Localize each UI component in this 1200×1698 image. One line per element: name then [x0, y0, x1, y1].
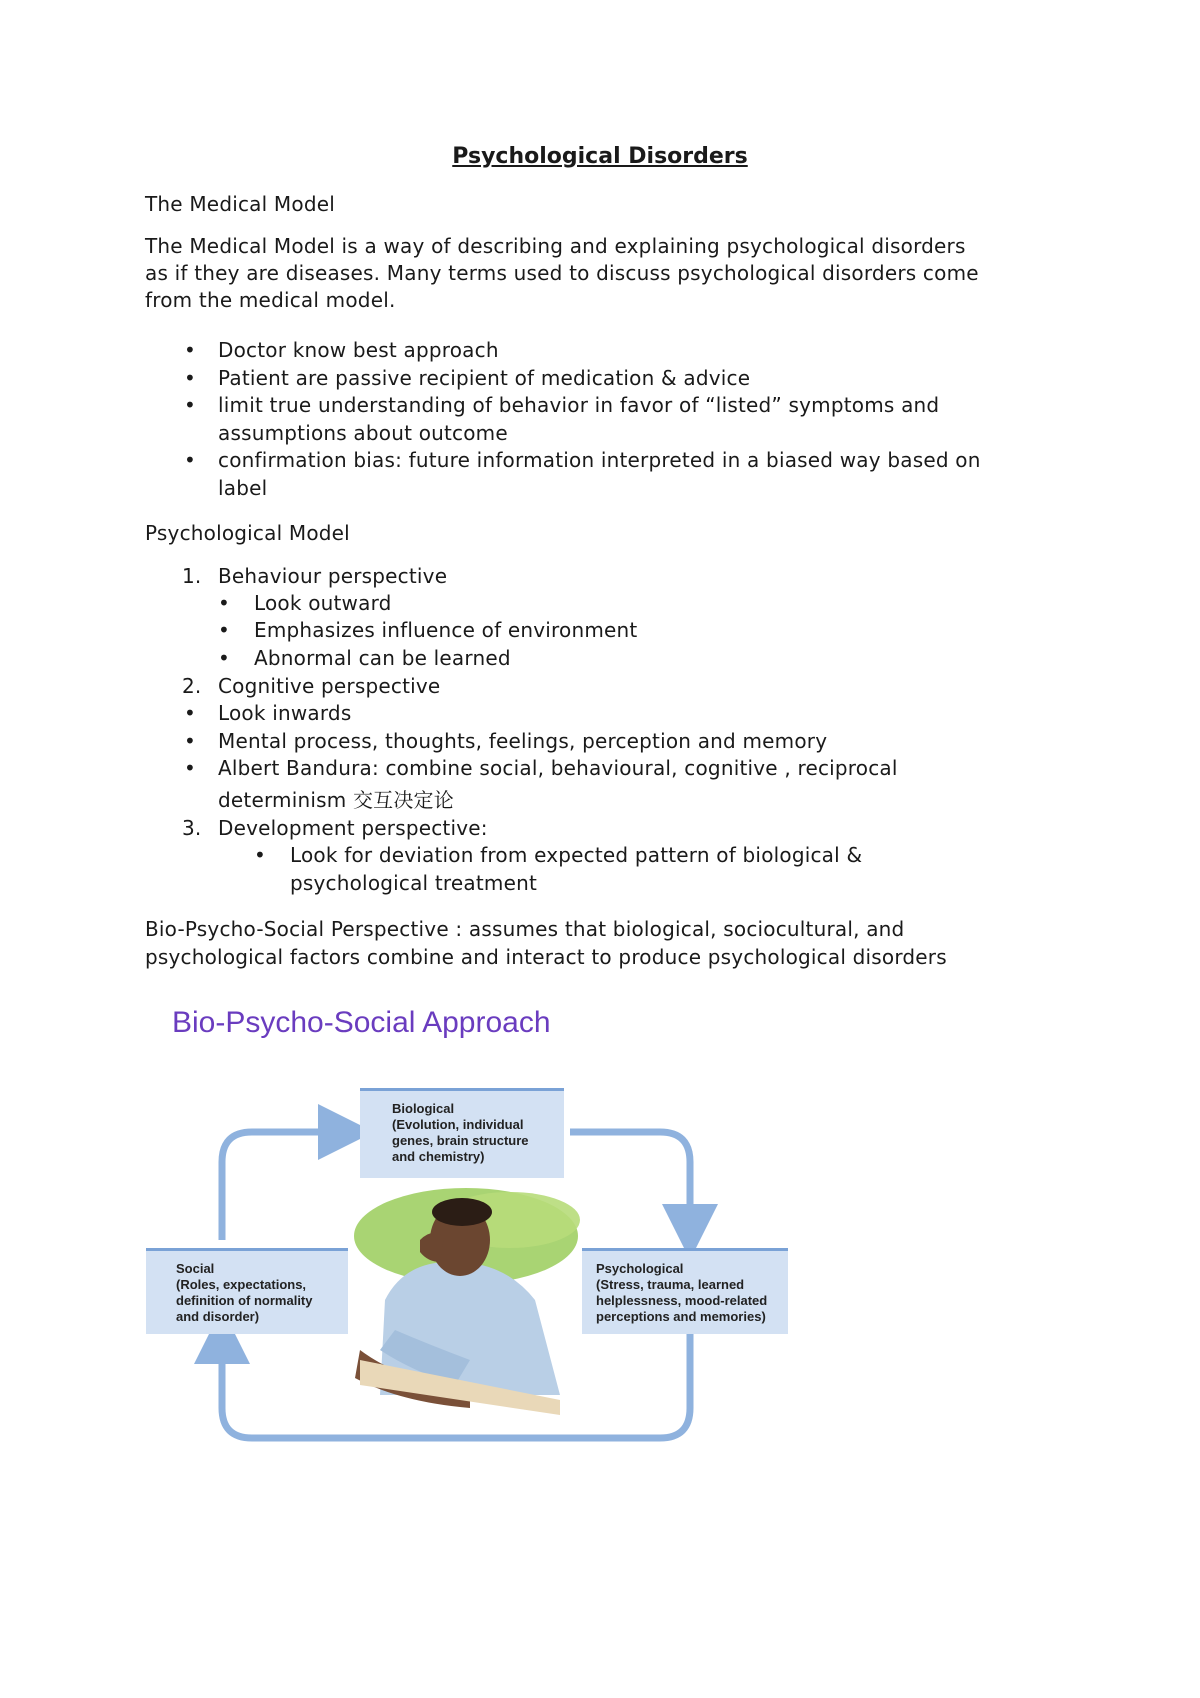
- bullet-marker: •: [254, 843, 266, 867]
- social-box: [146, 1248, 348, 1334]
- arrow-biological-to-psychological: [570, 1132, 690, 1232]
- list-item: confirmation bias: future information interpreted in a biased way based on: [218, 448, 981, 472]
- arrow-social-to-biological: [222, 1132, 346, 1240]
- sub-list-item: Emphasizes influence of environment: [254, 618, 638, 642]
- bullet-marker: •: [184, 756, 196, 780]
- bullet-marker: •: [184, 393, 196, 417]
- social-box-line: and disorder): [176, 1309, 260, 1324]
- paragraph-line: psychological factors combine and interact to produce psychological disorders: [145, 945, 947, 969]
- bullet-marker: •: [184, 701, 196, 725]
- list-number: 3.: [182, 816, 202, 840]
- section-heading-medical-model: The Medical Model: [145, 192, 335, 216]
- biological-box-line: and chemistry): [392, 1149, 485, 1164]
- list-item-continuation: determinism 交互决定论: [218, 788, 454, 812]
- sub-list-item: Look outward: [254, 591, 392, 615]
- list-item-continuation: label: [218, 476, 268, 500]
- list-item: Mental process, thoughts, feelings, perception and memory: [218, 729, 828, 753]
- bullet-marker: •: [218, 591, 230, 615]
- list-item: Albert Bandura: combine social, behavioural, cognitive , reciprocal: [218, 756, 898, 780]
- list-item: Development perspective:: [218, 816, 488, 840]
- paragraph-line: from the medical model.: [145, 288, 396, 312]
- sub-list-item: Abnormal can be learned: [254, 646, 511, 670]
- psychological-box-title: Psychological: [596, 1261, 684, 1276]
- list-item: Cognitive perspective: [218, 674, 441, 698]
- sub-list-item: Look for deviation from expected pattern of biological &: [290, 843, 863, 867]
- social-box-line: definition of normality: [176, 1293, 313, 1308]
- man-illustration: [354, 1188, 580, 1415]
- bullet-marker: •: [218, 618, 230, 642]
- list-item: Doctor know best approach: [218, 338, 499, 362]
- list-item-continuation: assumptions about outcome: [218, 421, 508, 445]
- psychological-box-line: perceptions and memories): [596, 1309, 766, 1324]
- diagram-title: Bio-Psycho-Social Approach: [172, 1006, 551, 1039]
- list-number: 1.: [182, 564, 202, 588]
- social-box-line: (Roles, expectations,: [176, 1277, 307, 1292]
- section-heading-psychological-model: Psychological Model: [145, 521, 350, 545]
- paragraph-line: The Medical Model is a way of describing and explaining psychological disorders: [145, 234, 966, 258]
- list-item: Behaviour perspective: [218, 564, 448, 588]
- bullet-marker: •: [218, 646, 230, 670]
- biological-box-line: (Evolution, individual: [392, 1117, 524, 1132]
- biological-box: [360, 1088, 564, 1178]
- paragraph-line: Bio-Psycho-Social Perspective : assumes that biological, sociocultural, and: [145, 917, 905, 941]
- list-number: 2.: [182, 674, 202, 698]
- page-title: Psychological Disorders: [452, 144, 748, 169]
- bullet-marker: •: [184, 338, 196, 362]
- paragraph-line: as if they are diseases. Many terms used to discuss psychological disorders come: [145, 261, 979, 285]
- list-item: Look inwards: [218, 701, 352, 725]
- biological-box-title: Biological: [392, 1101, 455, 1116]
- psychological-box: [582, 1248, 788, 1334]
- bullet-marker: •: [184, 366, 196, 390]
- list-item: limit true understanding of behavior in favor of “listed” symptoms and: [218, 393, 940, 417]
- bullet-marker: •: [184, 448, 196, 472]
- biological-box-line: genes, brain structure: [392, 1133, 529, 1148]
- list-item: Patient are passive recipient of medication & advice: [218, 366, 751, 390]
- psychological-box-line: helplessness, mood-related: [596, 1293, 768, 1308]
- bullet-marker: •: [184, 729, 196, 753]
- psychological-box-line: (Stress, trauma, learned: [596, 1277, 745, 1292]
- sub-list-item-continuation: psychological treatment: [290, 871, 538, 895]
- social-box-title: Social: [176, 1261, 215, 1276]
